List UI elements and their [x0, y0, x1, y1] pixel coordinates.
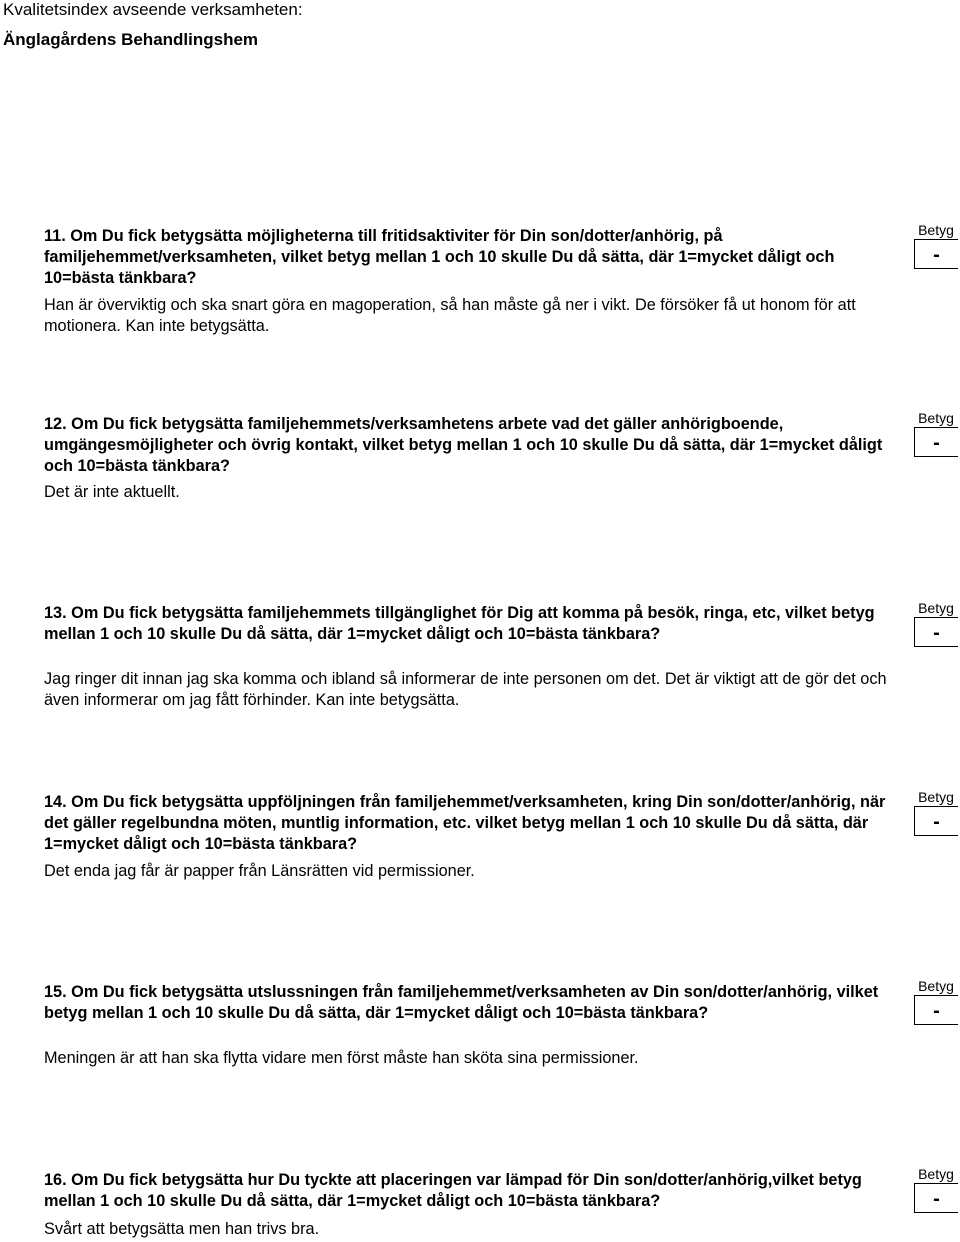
rating-label: Betyg — [918, 978, 954, 994]
rating-value: - — [914, 995, 958, 1025]
rating-box-13 — [912, 600, 960, 647]
rating-value: - — [914, 427, 958, 457]
rating-box-11 — [912, 222, 960, 269]
rating-value: - — [914, 1183, 958, 1213]
question-text — [44, 414, 904, 477]
answer-text: Han är överviktig och ska snart göra en magoperation, så han måste gå ner i vikt. De försöker få ut honom för att motionera. Kan inte betygsätta. — [44, 296, 856, 335]
question-block-16 — [44, 1170, 904, 1240]
question-block-11 — [44, 226, 904, 337]
answer-text: Svårt att betygsätta men han trivs bra. — [44, 1220, 320, 1238]
organization-name: Änglagårdens Behandlingshem — [3, 30, 259, 49]
question-number: 16. — [44, 1171, 67, 1189]
rating-box-14 — [912, 789, 960, 836]
rating-label: Betyg — [918, 410, 954, 426]
rating-box-12 — [912, 410, 960, 457]
question-number: 11. — [44, 227, 66, 245]
question-block-12 — [44, 414, 904, 503]
question-body: Om Du fick betygsätta familjehemmets/verksamhetens arbete vad det gäller anhörigboende, umgängesmöjligheter och övrig kontakt, vilket betyg mellan 1 och 10 skulle Du då sätta, där 1=mycket dåligt och 10=bästa tänkbara? — [44, 415, 883, 475]
answer-text: Det enda jag får är papper från Länsrätten vid permissioner. — [44, 862, 475, 880]
question-number: 13. — [44, 604, 67, 622]
answer-text: Meningen är att han ska flytta vidare men först måste han sköta sina permissioner. — [44, 1049, 639, 1067]
rating-value: - — [914, 806, 958, 836]
rating-label: Betyg — [918, 222, 954, 238]
answer-text: Det är inte aktuellt. — [44, 483, 180, 501]
rating-label: Betyg — [918, 1166, 954, 1182]
question-text — [44, 1170, 904, 1212]
question-text — [44, 982, 904, 1024]
rating-label: Betyg — [918, 600, 954, 616]
question-body: Om Du fick betygsätta hur Du tyckte att placeringen var lämpad för Din son/dotter/anhörig,vilket betyg mellan 1 och 10 skulle Du då sätta, där 1=mycket dåligt och 10=bästa tänkbara? — [44, 1171, 862, 1210]
rating-box-15 — [912, 978, 960, 1025]
question-number: 12. — [44, 415, 67, 433]
question-block-14 — [44, 792, 904, 882]
question-body: Om Du fick betygsätta möjligheterna till fritidsaktiviter för Din son/dotter/anhörig, på familjehemmet/verksamheten, vilket betyg mellan 1 och 10 skulle Du då sätta, där 1=mycket dåligt och 10=bästa tänkbara? — [44, 227, 835, 287]
question-number: 14. — [44, 793, 67, 811]
rating-value: - — [914, 239, 958, 269]
question-body: Om Du fick betygsätta uppföljningen från familjehemmet/verksamheten, kring Din son/dotter/anhörig, när det gäller regelbundna möten, muntlig information, etc. vilket betyg mellan 1 och 10 skulle Du då sätta, där 1=mycket dåligt och 10=bästa tänkbara? — [44, 793, 886, 853]
question-block-13 — [44, 603, 904, 711]
rating-value: - — [914, 617, 958, 647]
answer-text: Jag ringer dit innan jag ska komma och ibland så informerar de inte personen om det. Det är viktigt att de gör det och även informerar om jag fått förhinder. Kan inte betygsätta. — [44, 670, 887, 709]
question-body: Om Du fick betygsätta familjehemmets tillgänglighet för Dig att komma på besök, ringa, etc, vilket betyg mellan 1 och 10 skulle Du då sätta, där 1=mycket dåligt och 10=bästa tänkbara? — [44, 604, 875, 643]
question-text — [44, 792, 904, 855]
question-body: Om Du fick betygsätta utslussningen från familjehemmet/verksamheten av Din son/dotter/anhörig, vilket betyg mellan 1 och 10 skulle Du då sätta, där 1=mycket dåligt och 10=bästa tänkbara? — [44, 983, 879, 1022]
question-block-15 — [44, 982, 904, 1069]
question-number: 15. — [44, 983, 67, 1001]
document-subtitle: Kvalitetsindex avseende verksamheten: — [3, 0, 303, 19]
rating-box-16 — [912, 1166, 960, 1213]
question-text — [44, 226, 904, 289]
question-text — [44, 603, 904, 645]
rating-label: Betyg — [918, 789, 954, 805]
